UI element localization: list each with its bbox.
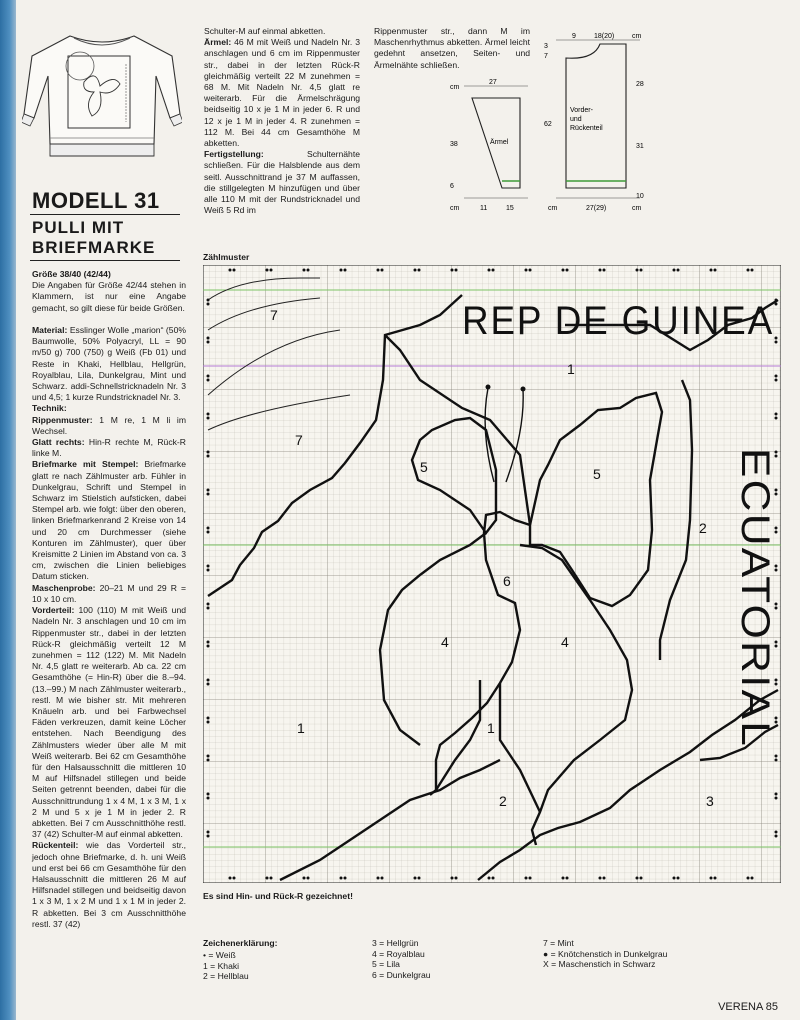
perforation-dot <box>562 877 565 880</box>
legend-item: 6 = Dunkelgrau <box>372 969 431 980</box>
sleeve-top-width: 27 <box>489 79 497 86</box>
perforation-dot <box>636 269 639 272</box>
perforation-dot <box>207 679 210 682</box>
perforation-dot <box>377 877 380 880</box>
body-label-2: und <box>570 116 582 123</box>
model-title <box>32 218 155 258</box>
perforation-dot <box>207 683 210 686</box>
perforation-dot <box>307 269 310 272</box>
stamp-text-top: REP DE GUINEA <box>462 299 774 343</box>
perforation-dot <box>270 269 273 272</box>
perforation-dot <box>636 877 639 880</box>
chart-color-number: 2 <box>499 793 507 809</box>
perforation-dot <box>340 877 343 880</box>
perforation-dot <box>525 877 528 880</box>
chart-color-number: 5 <box>420 459 428 475</box>
perforation-dot <box>207 489 210 492</box>
perforation-dot <box>229 877 232 880</box>
chart-color-number: 2 <box>699 520 707 536</box>
perforation-dot <box>710 877 713 880</box>
perforation-dot <box>714 269 717 272</box>
perforation-dot <box>775 835 778 838</box>
antenna-knot-left <box>486 385 491 390</box>
perforation-dot <box>751 269 754 272</box>
perforation-dot <box>775 417 778 420</box>
sleeve-bottom-2: 15 <box>506 205 514 212</box>
perforation-dot <box>207 375 210 378</box>
perforation-dot <box>233 877 236 880</box>
legend-item: 4 = Royalblau <box>372 948 425 959</box>
perforation-dot <box>775 759 778 762</box>
sleeve-schematic <box>450 79 528 212</box>
perforation-dot <box>207 451 210 454</box>
perforation-dot <box>307 877 310 880</box>
perforation-dot <box>266 877 269 880</box>
chart-color-number: 4 <box>561 634 569 650</box>
perforation-dot <box>677 269 680 272</box>
chart-color-number: 1 <box>487 720 495 736</box>
body-rib: 10 <box>636 193 644 200</box>
chart-color-number: 6 <box>503 573 511 589</box>
instructions-column-1: Größe 38/40 (42/44) Die Angaben für Größe 42/44 stehen in Klammern, ist nur eine Angabe gemacht, so gilt diese für beide Größen. Material: Esslinger Wolle „marion“ (50% Baumwolle, 50% Polyacryl, LL = 90 m/50 g) 700 (750) g Weiß (Fb 01) und Reste in Khaki, Hellblau, Hellgrün, Royalblau, Lila, Dunkelgrau, Mint und Schwarz. addi-Schnellstricknadeln Nr. 3 und 4,5; 1 kurze Rundstricknadel Nr. 3. Technik: Rippenmuster: 1 M re, 1 M li im Wechsel. Glatt rechts: Hin-R rechte M, Rück-R linke M. Briefmarke mit Stempel: Briefmarke glatt re nach Zählmuster arb. Fühler in Dunkelgrau, Schrift und Stempel in Schwarz im Stielstich aufsticken, dabei Stempel arb. wie folgt: über den oberen, linken Briefmarkenrand 2 Kreise von 14 und 20 cm Durchmesser (siehe Konturen im Zählmuster), quer über Kreismitte 2 Linien im Abstand von ca. 3 cm, zwischen die Linien beliebiges Datum sticken. Maschenprobe: 20–21 M und 29 R = 10 x 10 cm. Vorderteil: 100 (110) M mit Weiß und Nadeln Nr. 3 anschlagen und 10 cm im Rippenmuster str., dabei in der letzten Rück-R gleichmäßig verteilt 12 M zunehmen = 112 (122) M. Mit Nadeln Nr. 4,5 glatt re weiterarb. Ab ca. 22 cm Gesamthöhe (= Hin-R) über die 8.–94. (13.–99.) M nach Zählmuster weiterarb., restl. M wie bisher str. Mit mehreren Knäueln arb. und bei Farbwechsel Fäden verkreuzen, damit keine Löcher entstehen. Nach Beendigung des Zählmusters wieder über alle M mit Weiß weiterarb. Bei 62 cm Gesamthöhe für den Halsausschnitt die mittleren 10 M auf Hilfsnadel stillegen und beide Seiten getrennt beenden, dabei für die Ausschnittrundung 1 x 4 M, 1 x 3 M, 1 x 2 M und 5 x je 1 M in jeder 2. R abketten. Bei 7 cm Ausschnitthöhe restl. 37 (42) Schulter-M auf einmal abketten. Rückenteil: wie das Vorderteil str., jedoch ohne Briefmarke, d. h. uni Weiß und erst bei 66 cm Gesamthöhe für den Halsausschnitt die mittleren 26 M auf Hilfsnadel stillegen und beidseitig davon 1 x 3 M, 1 x 2 M und 1 x 1 M in jeder 2. R abketten. Bei 3 cm Ausschnitthöhe restl. 37 (42) <box>32 269 186 929</box>
perforation-dot <box>207 717 210 720</box>
perforation-dot <box>603 877 606 880</box>
perforation-dot <box>603 269 606 272</box>
perforation-dot <box>270 877 273 880</box>
perforation-dot <box>207 341 210 344</box>
body-mid: 31 <box>636 143 644 150</box>
perforation-dot <box>418 877 421 880</box>
body-unit-top: cm <box>632 33 642 40</box>
legend-column-1 <box>203 950 363 982</box>
perforation-dot <box>775 831 778 834</box>
sleeve-label: Ärmel <box>490 139 509 146</box>
legend-item: 2 = Hellblau <box>203 971 249 982</box>
perforation-dot <box>599 877 602 880</box>
body-neck-width: 18(20) <box>594 33 615 40</box>
perforation-dot <box>207 337 210 340</box>
model-number: MODELL 31 <box>32 188 160 213</box>
title-rule-bottom <box>30 260 180 261</box>
perforation-dot <box>455 269 458 272</box>
perforation-dot <box>488 269 491 272</box>
legend-item: 5 = Lila <box>372 959 400 970</box>
perforation-dot <box>207 413 210 416</box>
perforation-dot <box>640 269 643 272</box>
perforation-dot <box>775 755 778 758</box>
perforation-dot <box>492 877 495 880</box>
legend-item: 3 = Hellgrün <box>372 938 419 948</box>
legend-item: • = Weiß <box>203 950 236 960</box>
sleeve-unit-bottom: cm <box>450 205 460 212</box>
perforation-dot <box>529 269 532 272</box>
perforation-dot <box>207 607 210 610</box>
knitting-chart <box>203 265 781 883</box>
perforation-dot <box>207 603 210 606</box>
antenna-knot-right <box>521 387 526 392</box>
perforation-dot <box>414 269 417 272</box>
perforation-dot <box>566 269 569 272</box>
perforation-dot <box>451 877 454 880</box>
perforation-dot <box>747 269 750 272</box>
perforation-dot <box>207 793 210 796</box>
instructions-column-3: Rippenmuster str., dann M im Maschenrhythmus abketten. Ärmel leicht gedehnt ansetzen, Seiten- und Ärmelnähte schließen. <box>374 26 530 70</box>
perforation-dot <box>775 337 778 340</box>
perforation-dot <box>775 413 778 416</box>
legend-item: 1 = Khaki <box>203 960 240 971</box>
perforation-dot <box>455 877 458 880</box>
perforation-dot <box>414 877 417 880</box>
body-total: 62 <box>544 121 552 128</box>
perforation-dot <box>775 379 778 382</box>
legend-column-2 <box>372 938 522 980</box>
perforation-dot <box>562 269 565 272</box>
perforation-dot <box>207 303 210 306</box>
magazine-spine <box>0 0 16 1020</box>
perforation-dot <box>233 269 236 272</box>
perforation-dot <box>207 645 210 648</box>
perforation-dot <box>207 417 210 420</box>
perforation-dot <box>207 721 210 724</box>
perforation-dot <box>207 831 210 834</box>
body-neck-small: 3 <box>544 43 548 50</box>
body-schematic <box>544 33 644 212</box>
perforation-dot <box>207 455 210 458</box>
perforation-dot <box>207 531 210 534</box>
model-title-line-2: BRIEFMARKE <box>32 238 156 257</box>
perforation-dot <box>775 793 778 796</box>
chart-color-number: 3 <box>706 793 714 809</box>
perforation-dot <box>207 569 210 572</box>
legend-item: X = Maschenstich in Schwarz <box>543 959 656 970</box>
body-label-3: Rückenteil <box>570 125 603 132</box>
perforation-dot <box>381 269 384 272</box>
perforation-dot <box>488 877 491 880</box>
perforation-dot <box>207 299 210 302</box>
body-neck-depth: 7 <box>544 53 548 60</box>
chart-color-number: 1 <box>297 720 305 736</box>
stamp-text-side: ECUATORIAL <box>733 448 777 720</box>
chart-color-number: 7 <box>295 432 303 448</box>
perforation-dot <box>710 269 713 272</box>
perforation-dot <box>207 565 210 568</box>
perforation-dot <box>640 877 643 880</box>
perforation-dot <box>775 341 778 344</box>
pattern-schematic <box>444 26 784 226</box>
sleeve-unit-top: cm <box>450 84 460 91</box>
perforation-dot <box>207 755 210 758</box>
perforation-dot <box>207 759 210 762</box>
body-width: 27(29) <box>586 205 607 212</box>
page-footer: VERENA 85 <box>718 1001 778 1013</box>
perforation-dot <box>451 269 454 272</box>
perforation-dot <box>673 877 676 880</box>
perforation-dot <box>775 375 778 378</box>
perforation-dot <box>229 269 232 272</box>
perforation-dot <box>525 269 528 272</box>
instructions-column-2: Schulter-M auf einmal abketten. Ärmel: 46 M mit Weiß und Nadeln Nr. 3 anschlagen und 6 cm im Rippenmuster str., dabei in der letzten Rück-R gleichmäßig verteilt 22 M zunehmen = 68 M. Mit Nadeln Nr. 4,5 glatt re weiterarb. Für die Ärmelschrägung beidseitig 10 x je 1 M in jeder 6. R und 12 x je 1 M in jeder 4. R zunehmen = 112 M. Bei 44 cm Gesamthöhe M abketten. Fertigstellung: Schulternähte schließen. Für die Halsblende aus dem seitl. Ausschnittrand je 37 M auffassen, die stillgelegten M hinzufügen und über alle 110 M mit der Rundstricknadel und Weiß 5 Rd im <box>204 26 360 216</box>
perforation-dot <box>344 877 347 880</box>
chart-note: Es sind Hin- und Rück-R gezeichnet! <box>203 891 353 901</box>
title-rule-top <box>30 214 180 215</box>
body-unit-bottom-right: cm <box>632 205 642 212</box>
perforation-dot <box>344 269 347 272</box>
perforation-dot <box>677 877 680 880</box>
perforation-dot <box>207 797 210 800</box>
chart-title: Zählmuster <box>203 252 250 262</box>
legend-item: ● = Knötchenstich in Dunkelgrau <box>543 948 668 959</box>
perforation-dot <box>266 269 269 272</box>
perforation-dot <box>714 877 717 880</box>
body-shoulder: 9 <box>572 33 576 40</box>
perforation-dot <box>751 877 754 880</box>
perforation-dot <box>599 269 602 272</box>
chart-color-number: 1 <box>567 361 575 377</box>
chart-color-number: 7 <box>270 307 278 323</box>
sleeve-height: 38 <box>450 141 458 148</box>
model-title-line-1: PULLI MIT <box>32 218 125 237</box>
perforation-dot <box>418 269 421 272</box>
perforation-dot <box>207 835 210 838</box>
perforation-dot <box>207 527 210 530</box>
perforation-dot <box>492 269 495 272</box>
body-label-1: Vorder- <box>570 107 593 114</box>
perforation-dot <box>340 269 343 272</box>
legend-column-3 <box>543 938 763 970</box>
perforation-dot <box>377 269 380 272</box>
legend-item: 7 = Mint <box>543 938 574 948</box>
sleeve-bottom-1: 11 <box>480 205 488 212</box>
chart-color-number: 4 <box>441 634 449 650</box>
perforation-dot <box>747 877 750 880</box>
perforation-dot <box>303 269 306 272</box>
sleeve-rib: 6 <box>450 183 454 190</box>
perforation-dot <box>673 269 676 272</box>
body-upper: 28 <box>636 81 644 88</box>
perforation-dot <box>529 877 532 880</box>
perforation-dot <box>207 493 210 496</box>
perforation-dot <box>207 641 210 644</box>
perforation-dot <box>381 877 384 880</box>
sweater-illustration <box>22 26 182 164</box>
chart-color-number: 5 <box>593 466 601 482</box>
perforation-dot <box>775 797 778 800</box>
legend-title: Zeichenerklärung: <box>203 938 278 948</box>
perforation-dot <box>566 877 569 880</box>
perforation-dot <box>207 379 210 382</box>
body-unit-bottom-left: cm <box>548 205 558 212</box>
perforation-dot <box>303 877 306 880</box>
